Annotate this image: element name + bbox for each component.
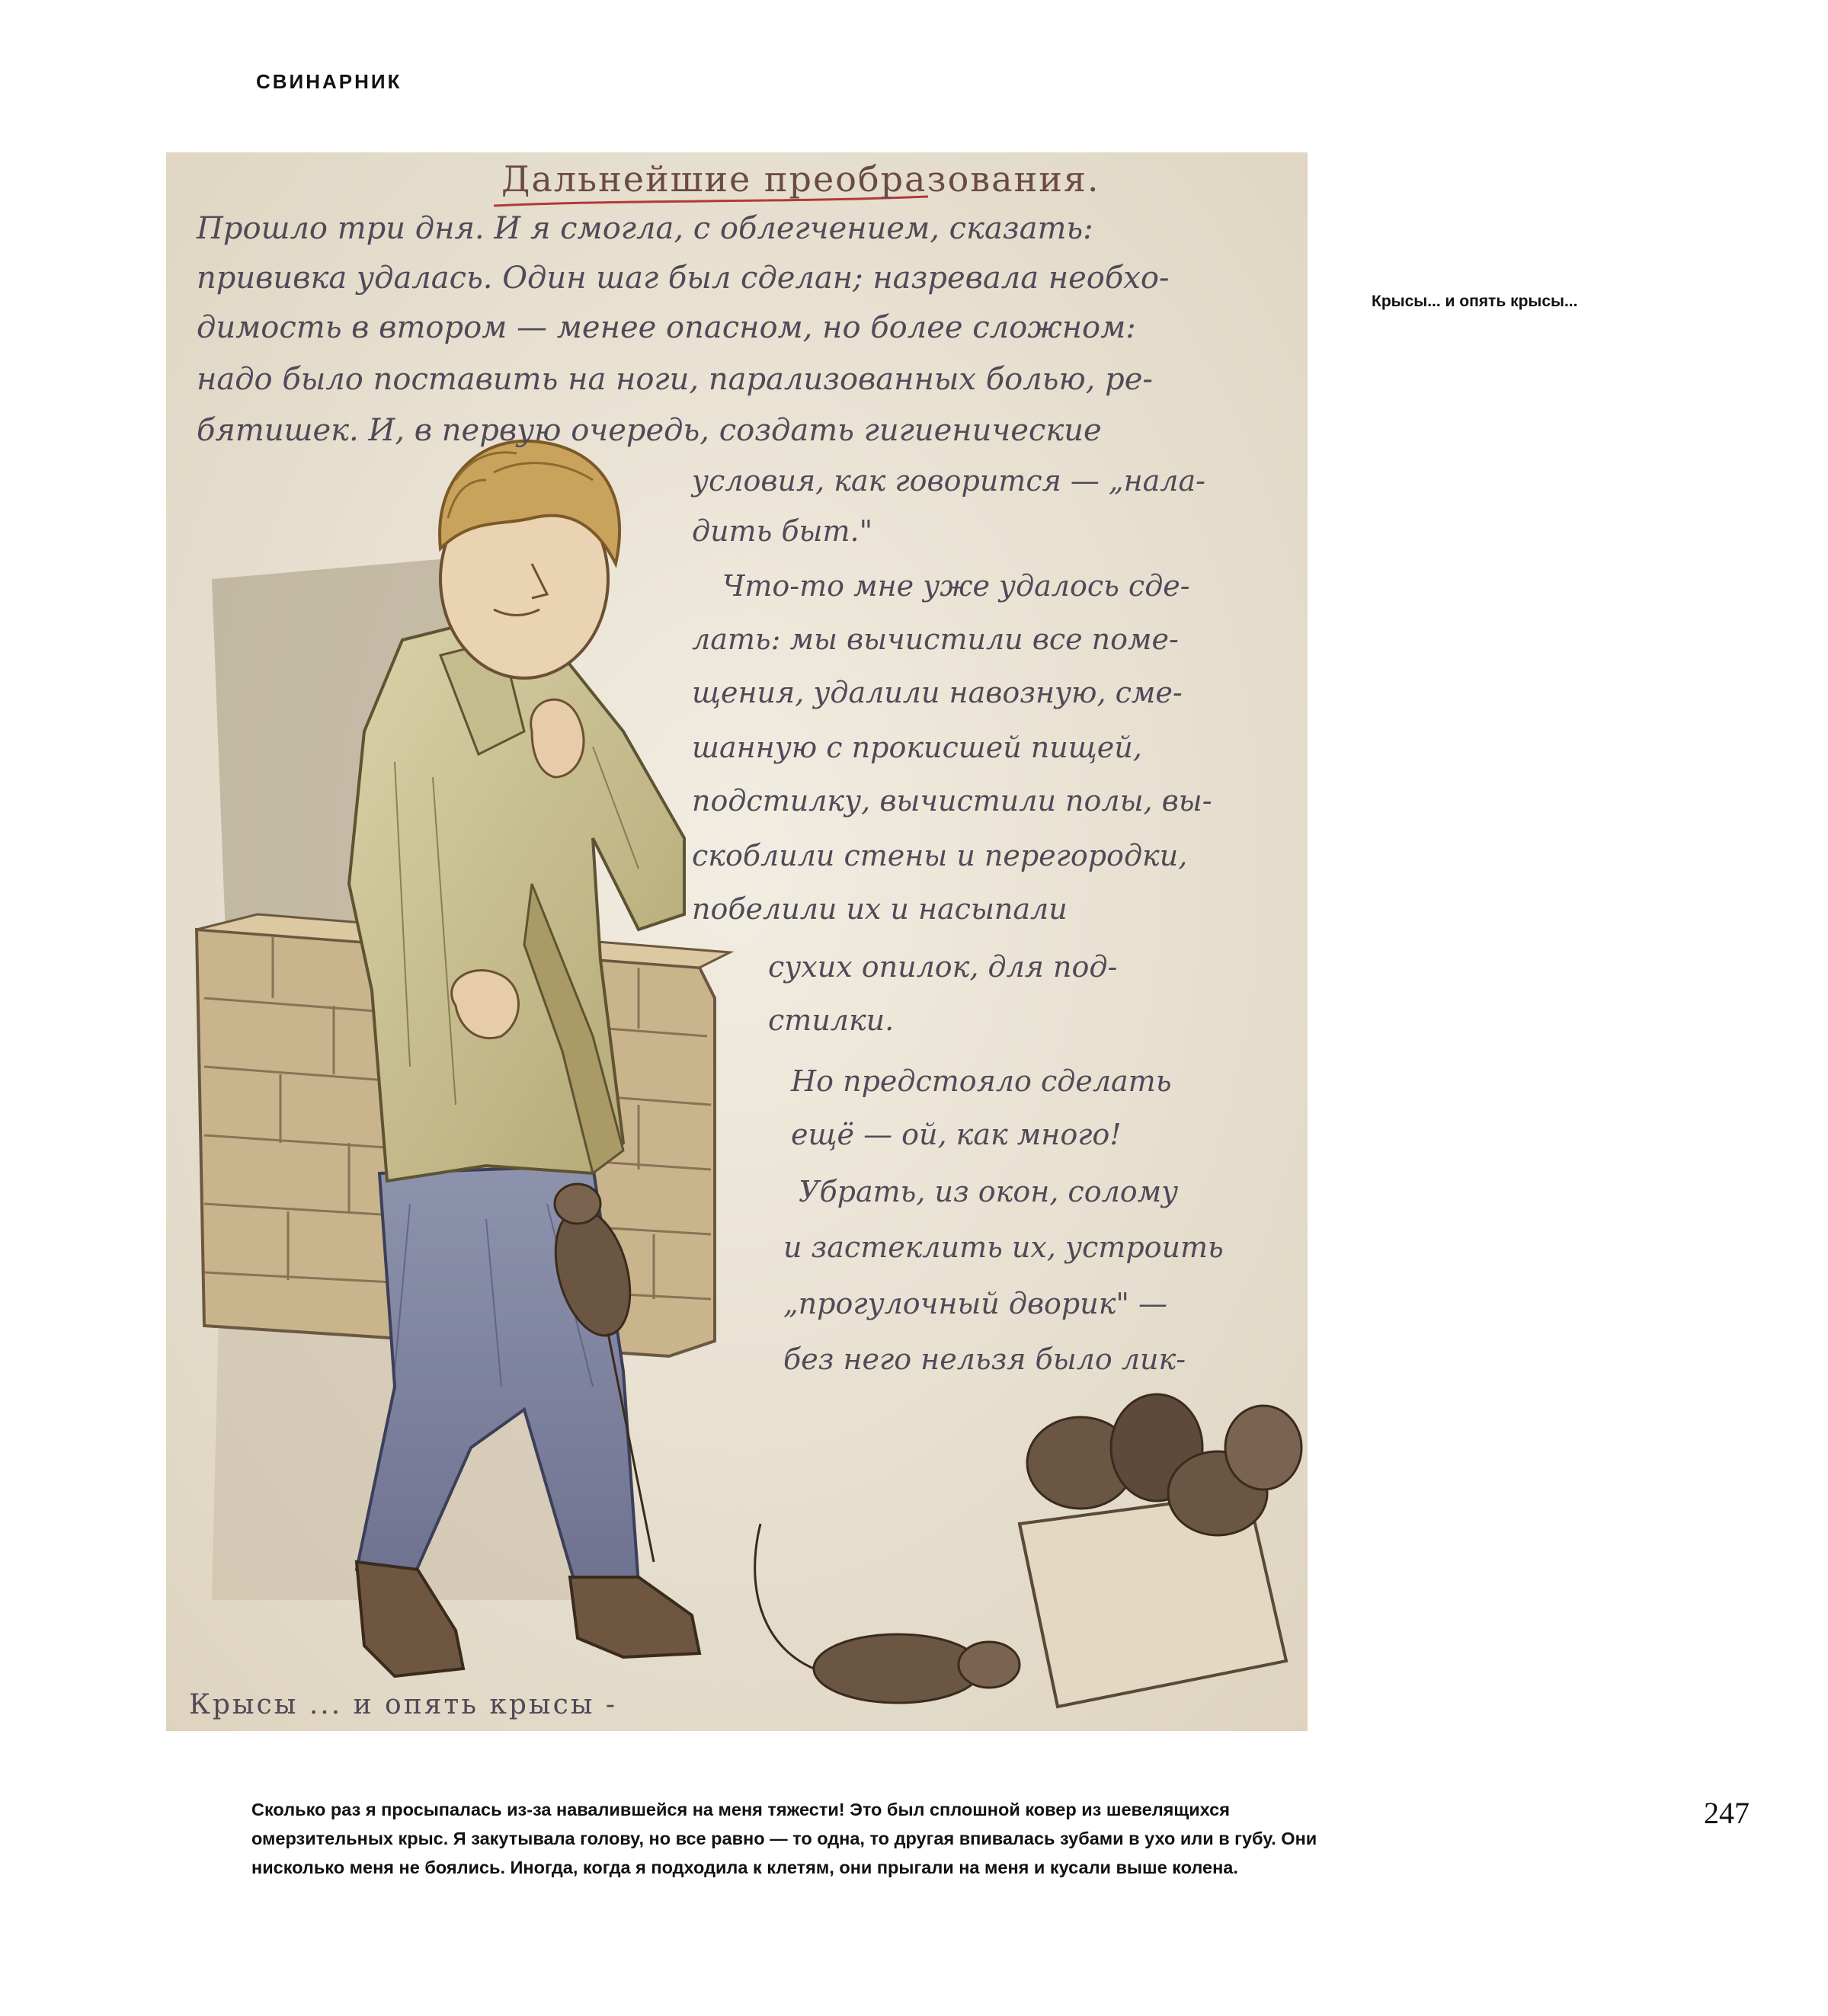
drawing-title: Дальнейшие преобразования.	[501, 158, 1100, 200]
handwriting-line: лать: мы вычистили все поме-	[692, 622, 1179, 656]
handwriting-line: условия, как говорится — „нала-	[692, 464, 1205, 498]
handwriting-line: надо было поставить на ноги, парализованных болью, ре-	[197, 362, 1153, 397]
handwriting-line: „прогулочный дворик" —	[783, 1287, 1167, 1320]
handwriting-line: димость в втором — менее опасном, но более сложном:	[197, 310, 1136, 345]
body-line: Сколько раз я просыпалась из-за навалившейся на меня тяжести! Это был сплошной ковер из шевелящихся	[251, 1800, 1230, 1819]
handwriting-line: щения, удалили навозную, сме-	[692, 676, 1183, 709]
handwriting-line: сухих опилок, для под-	[768, 950, 1118, 984]
handwriting-line: стилки.	[768, 1003, 895, 1037]
body-line: нисколько меня не боялись. Иногда, когда я подходила к клетям, они прыгали на меня и кусали выше колена.	[251, 1858, 1238, 1877]
running-head: СВИНАРНИК	[256, 70, 402, 93]
handwriting-line: побелили их и насыпали	[692, 892, 1068, 926]
handwriting-line: подстилку, вычистили полы, вы-	[692, 784, 1212, 818]
handwriting-line: Прошло три дня. И я смогла, с облегчением, сказать:	[197, 211, 1093, 246]
trough-with-rats	[1020, 1394, 1301, 1707]
handwriting-line: и застеклить их, устроить	[783, 1230, 1224, 1264]
body-paragraph	[251, 1795, 1547, 1882]
handwriting-line: Убрать, из окон, солому	[799, 1175, 1179, 1208]
page-number: 247	[1704, 1796, 1750, 1830]
body-line: омерзительных крыс. Я закутывала голову, но все равно — то одна, то другая впивалась зубами в ухо или в губу. Они	[251, 1829, 1317, 1848]
handwriting-line: Что-то мне уже удалось сде-	[722, 569, 1190, 603]
handwriting-line: прививка удалась. Один шаг был сделан; назревала необхо-	[197, 261, 1170, 296]
handwriting-line: без него нельзя было лик-	[783, 1342, 1186, 1376]
handwriting-line: бятишек. И, в первую очередь, создать гигиенические	[197, 413, 1102, 448]
handwriting-line: шанную с прокисшей пищей,	[692, 731, 1142, 764]
handwriting-line: дить быт."	[692, 514, 873, 548]
figure-hand-chin	[531, 699, 584, 777]
handwriting-line: Но предстояло сделать	[791, 1064, 1172, 1098]
side-caption: Крысы... и опять крысы...	[1372, 293, 1578, 310]
illustration-drawing	[166, 152, 1308, 1731]
drawing-bottom-caption: Крысы ... и опять крысы -	[189, 1689, 617, 1720]
handwriting-line: скоблили стены и перегородки,	[692, 839, 1188, 872]
handwriting-line: ещё — ой, как много!	[791, 1118, 1122, 1151]
